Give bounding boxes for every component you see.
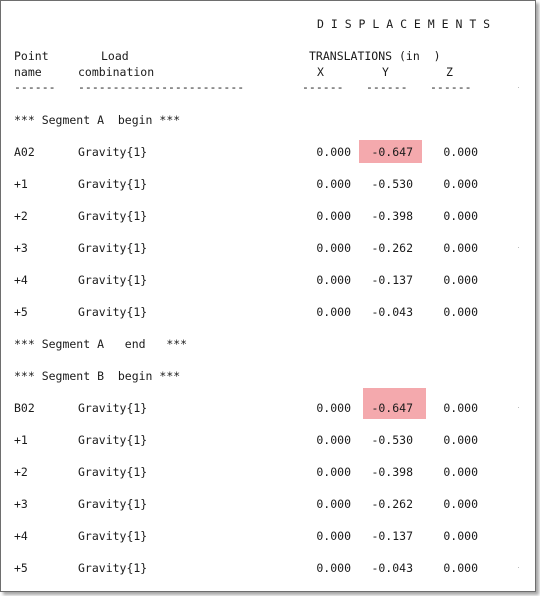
translation-x: 0.000 [316,433,351,447]
header-translations: TRANSLATIONS (in ) [309,49,441,63]
load-combination: Gravity{1} [78,497,148,511]
header-load: Load [101,49,129,63]
header-y: Y [382,65,389,79]
point-name: +5 [14,305,28,319]
translation-x: 0.000 [316,177,351,191]
header-x: X [317,65,324,79]
translation-z: 0.000 [443,401,478,415]
load-combination: Gravity{1} [78,177,148,191]
point-name: +3 [14,497,28,511]
point-name: +4 [14,529,28,543]
translation-z: 0.000 [443,145,478,159]
translation-x: 0.000 [316,401,351,415]
translation-x: 0.000 [316,305,351,319]
load-combination: Gravity{1} [78,561,148,575]
translation-y: -0.530 [371,177,413,191]
translation-y: -0.647 [371,401,413,415]
translation-z: 0.000 [443,561,478,575]
point-name: +2 [14,465,28,479]
point-name: +1 [14,433,28,447]
load-combination: Gravity{1} [78,401,148,415]
load-combination: Gravity{1} [78,273,148,287]
edge-mark [518,247,519,248]
underline-load: ------------------------ [78,80,245,94]
underline-x: ------ [302,80,344,94]
header-point: Point [14,49,49,63]
point-name: A02 [14,145,35,159]
translation-y: -0.647 [371,145,413,159]
translation-z: 0.000 [443,529,478,543]
translation-z: 0.000 [443,177,478,191]
point-name: B02 [14,401,35,415]
underline-point: ------ [14,80,56,94]
translation-y: -0.262 [371,497,413,511]
translation-z: 0.000 [443,241,478,255]
edge-mark [518,407,519,408]
translation-x: 0.000 [316,529,351,543]
translation-x: 0.000 [316,273,351,287]
translation-y: -0.262 [371,241,413,255]
translation-z: 0.000 [443,433,478,447]
load-combination: Gravity{1} [78,529,148,543]
translation-y: -0.137 [371,529,413,543]
translation-y: -0.043 [371,561,413,575]
edge-mark [518,567,519,568]
translation-y: -0.530 [371,433,413,447]
underline-y: ------ [366,80,408,94]
load-combination: Gravity{1} [78,305,148,319]
translation-x: 0.000 [316,465,351,479]
load-combination: Gravity{1} [78,241,148,255]
translation-x: 0.000 [316,209,351,223]
segment-b-begin: *** Segment B begin *** [14,369,181,383]
translation-x: 0.000 [316,145,351,159]
translation-y: -0.398 [371,465,413,479]
header-combination: combination [78,65,155,79]
translation-z: 0.000 [443,465,478,479]
translation-x: 0.000 [316,241,351,255]
point-name: +3 [14,241,28,255]
translation-z: 0.000 [443,305,478,319]
translation-x: 0.000 [316,561,351,575]
load-combination: Gravity{1} [78,433,148,447]
underline-z: ------ [430,80,472,94]
segment-a-end: *** Segment A end *** [14,337,188,351]
report-title: D I S P L A C E M E N T S [317,17,491,31]
load-combination: Gravity{1} [78,465,148,479]
point-name: +1 [14,177,28,191]
point-name: +4 [14,273,28,287]
load-combination: Gravity{1} [78,145,148,159]
translation-y: -0.137 [371,273,413,287]
translation-z: 0.000 [443,497,478,511]
translation-z: 0.000 [443,209,478,223]
point-name: +2 [14,209,28,223]
point-name: +5 [14,561,28,575]
translation-x: 0.000 [316,497,351,511]
segment-a-begin: *** Segment A begin *** [14,113,181,127]
translation-y: -0.043 [371,305,413,319]
edge-mark [518,87,519,88]
translation-z: 0.000 [443,273,478,287]
header-z: Z [446,65,453,79]
translation-y: -0.398 [371,209,413,223]
load-combination: Gravity{1} [78,209,148,223]
header-name: name [14,65,42,79]
